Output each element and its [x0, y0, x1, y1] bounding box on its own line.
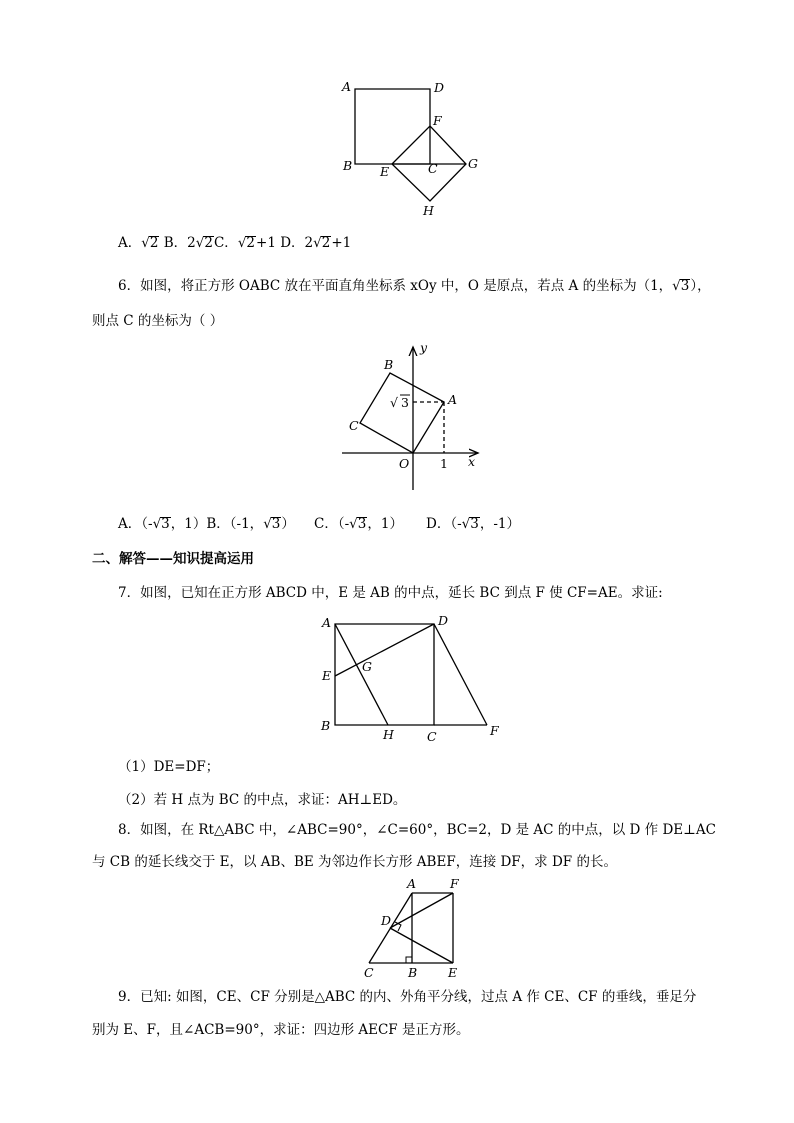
segment-df — [390, 893, 453, 928]
label-sqrt-symbol: √ — [390, 395, 398, 410]
q5-option-cd-text: +1 D．2 — [256, 235, 314, 251]
label-F: F — [433, 113, 442, 128]
q9-line2: 别为 E、F，且∠ACB=90°，求证：四边形 AECF 是正方形。 — [92, 1022, 470, 1038]
label-G: G — [362, 659, 372, 674]
label-A: A — [448, 392, 458, 407]
q6-option-c-prefix: C．（- — [314, 516, 350, 532]
q8-line1: 8．如图，在 Rt△ABC 中，∠ABC=90°，∠C=60°，BC=2，D 是 AC 的中点，以 D 作 DE⊥AC — [118, 822, 716, 838]
label-sqrt3: 3 — [401, 395, 409, 410]
q5-option-b-radicand: 2 — [204, 235, 213, 251]
label-C: C — [364, 965, 374, 980]
q5-option-a-radicand: 2 — [149, 235, 159, 251]
q6-option-b-radicand: 3 — [271, 516, 281, 532]
label-y: y — [420, 340, 428, 355]
q9-line1: 9．已知: 如图，CE、CF 分别是△ABC 的内、外角平分线，过点 A 作 CE、CF 的垂线，垂足分 — [118, 989, 697, 1005]
label-C: C — [349, 418, 359, 433]
q6-line2: 则点 C 的坐标为（ ） — [92, 313, 224, 329]
label-D: D — [438, 613, 449, 628]
q6-option-b-suffix: ） — [281, 516, 295, 532]
label-F: F — [490, 723, 499, 738]
right-angle-b — [406, 957, 412, 963]
q7-stem: 7．如图，已知在正方形 ABCD 中，E 是 AB 的中点，延长 BC 到点 F 使 CF=AE。求证: — [118, 585, 663, 601]
label-E: E — [380, 164, 390, 179]
label-O: O — [399, 456, 410, 471]
q6-option-d-radicand: 3 — [470, 516, 479, 532]
segment-de — [390, 928, 453, 963]
label-B: B — [408, 965, 418, 980]
label-B: B — [343, 158, 353, 173]
q5-option-d-suffix: +1 — [331, 235, 352, 251]
label-B: B — [321, 718, 331, 733]
right-angle-d — [395, 922, 401, 931]
section-heading: 二、解答——知识提高运用 — [92, 551, 254, 567]
label-G: G — [468, 156, 478, 171]
sqrt-symbol: √ — [141, 235, 150, 251]
q7-part2: （2）若 H 点为 BC 的中点，求证：AH⊥ED。 — [118, 792, 407, 808]
sqrt-symbol: √ — [152, 516, 162, 532]
label-E: E — [322, 668, 332, 683]
q8-line2: 与 CB 的延长线交于 E，以 AB、BE 为邻边作长方形 ABEF，连接 DF，求 DF 的长。 — [92, 854, 617, 870]
label-E: E — [448, 965, 458, 980]
q6-option-a-radicand: 3 — [161, 516, 170, 532]
label-C: C — [428, 161, 438, 176]
label-F: F — [450, 876, 459, 891]
sqrt-symbol: √ — [349, 516, 358, 532]
sqrt-symbol: √ — [237, 235, 247, 251]
q6-radicand: 3 — [680, 278, 690, 294]
q6-line1-end: ）， — [690, 278, 711, 294]
q5-option-d-radicand: 2 — [321, 235, 331, 251]
q5-option-c-radicand: 2 — [246, 235, 256, 251]
sqrt-symbol: √ — [313, 235, 322, 251]
q6-option-a-prefix: A．（- — [118, 516, 153, 532]
q7-part1: （1）DE=DF； — [118, 759, 220, 775]
q6-option-c-suffix: ，1） — [367, 516, 403, 532]
label-C: C — [427, 729, 437, 744]
sqrt-symbol: √ — [461, 516, 471, 532]
label-1: 1 — [440, 456, 448, 471]
q6-option-c-radicand: 3 — [357, 516, 367, 532]
q5-option-c-prefix: C． — [213, 235, 238, 251]
label-H: H — [383, 727, 394, 742]
q6-option-ab-text: ，1）B．（-1， — [170, 516, 264, 532]
sqrt-symbol: √ — [263, 516, 272, 532]
q5-option-a-prefix: A． — [118, 235, 142, 251]
sqrt-symbol: √ — [672, 278, 681, 294]
q6-option-d-suffix: ，-1） — [479, 516, 520, 532]
q6-line1-text: 6．如图，将正方形 OABC 放在平面直角坐标系 xOy 中，O 是原点，若点 A 的坐标为（1， — [118, 278, 673, 294]
label-B: B — [384, 357, 394, 372]
sqrt-symbol: √ — [195, 235, 205, 251]
label-D: D — [381, 913, 392, 928]
label-A: A — [407, 876, 417, 891]
q6-option-d-prefix: D．（- — [426, 516, 462, 532]
q5-option-b-prefix: B．2 — [159, 235, 196, 251]
label-A: A — [342, 79, 352, 94]
label-H: H — [423, 203, 434, 218]
label-A: A — [322, 615, 332, 630]
label-x: x — [468, 454, 476, 469]
label-D: D — [434, 80, 445, 95]
